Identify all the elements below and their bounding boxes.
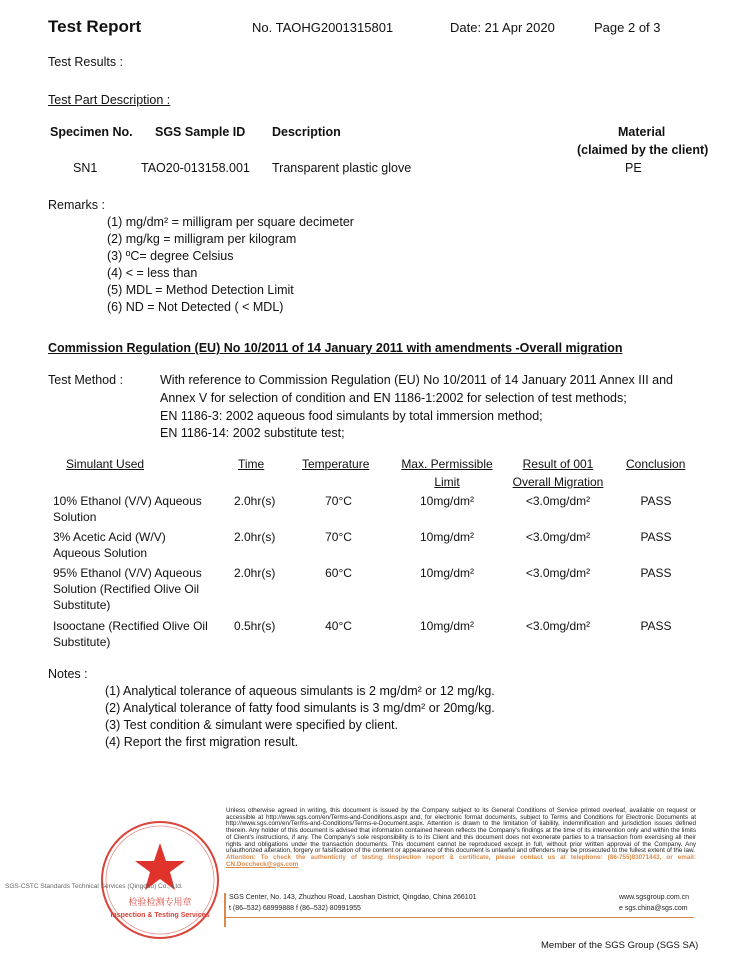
description: Transparent plastic glove <box>272 161 412 175</box>
th-simulant: Simulant Used <box>66 457 145 471</box>
simulant-line: 3% Acetic Acid (W/V) <box>53 530 166 544</box>
cell-result: <3.0mg/dm² <box>525 619 591 633</box>
divider <box>224 893 226 927</box>
cell-simulant <box>53 565 202 613</box>
email-link[interactable]: e sgs.china@sgs.com <box>619 905 688 912</box>
website-link[interactable]: www.sgsgroup.com.cn <box>619 894 690 901</box>
divider <box>224 917 694 918</box>
cell-limit: 10mg/dm² <box>419 619 475 633</box>
sample-id: TAO20-013158.001 <box>141 161 250 175</box>
col-specimen: Specimen No. <box>50 125 133 139</box>
report-number: No. TAOHG2001315801 <box>252 20 394 35</box>
cell-result: <3.0mg/dm² <box>525 530 591 544</box>
report-title: Test Report <box>48 17 142 36</box>
simulant-line: Solution <box>53 510 97 524</box>
sgs-stamp <box>95 815 225 945</box>
test-results-label: Test Results : <box>48 55 124 69</box>
simulant-line: Substitute) <box>53 598 111 612</box>
cell-conclusion: PASS <box>640 494 672 508</box>
cell-limit: 10mg/dm² <box>419 530 475 544</box>
remark-item: (2) mg/kg = milligram per kilogram <box>107 232 297 246</box>
cell-time: 2.0hr(s) <box>234 494 276 508</box>
th-limit: Max. Permissible Limit <box>401 457 493 489</box>
col-sample-id: SGS Sample ID <box>155 125 246 139</box>
test-method-line: EN 1186-14: 2002 substitute test; <box>160 426 345 440</box>
test-part-heading: Test Part Description : <box>48 93 171 107</box>
note-item: (2) Analytical tolerance of fatty food simulants is 3 mg/dm² or 20mg/kg. <box>105 701 495 715</box>
cell-limit: 10mg/dm² <box>419 494 475 508</box>
simulant-line: 95% Ethanol (V/V) Aqueous <box>53 566 202 580</box>
test-method-label: Test Method : <box>48 373 124 387</box>
col-description: Description <box>272 125 341 139</box>
simulant-line: Solution (Rectified Olive Oil <box>53 582 200 596</box>
test-method-line: EN 1186-3: 2002 aqueous food simulants by total immersion method; <box>160 409 543 423</box>
remark-item: (6) ND = Not Detected ( < MDL) <box>107 300 284 314</box>
svg-text:检验检测专用章: 检验检测专用章 <box>128 897 192 907</box>
phone: t (86–532) 68999888 f (86–532) 80991955 <box>229 905 361 912</box>
remark-item: (1) mg/dm² = milligram per square decimeter <box>107 215 354 229</box>
cell-conclusion: PASS <box>640 530 672 544</box>
th-conclusion: Conclusion <box>626 457 686 471</box>
remark-item: (5) MDL = Method Detection Limit <box>107 283 294 297</box>
doccheck-email-link[interactable]: CN.Doccheck@sgs.com <box>226 860 299 868</box>
col-material-note: (claimed by the client) <box>577 143 709 157</box>
cell-limit: 10mg/dm² <box>419 566 475 580</box>
remark-item: (3) ºC= degree Celsius <box>107 249 234 263</box>
cell-temperature: 60°C <box>325 566 352 580</box>
cell-temperature: 40°C <box>325 619 352 633</box>
cell-simulant <box>53 529 166 561</box>
simulant-line: Aqueous Solution <box>53 546 148 560</box>
simulant-line: 10% Ethanol (V/V) Aqueous <box>53 494 202 508</box>
cell-time: 0.5hr(s) <box>234 619 276 633</box>
note-item: (1) Analytical tolerance of aqueous simulants is 2 mg/dm² or 12 mg/kg. <box>105 684 495 698</box>
col-material: Material <box>618 125 666 139</box>
cell-temperature: 70°C <box>325 494 352 508</box>
cell-time: 2.0hr(s) <box>234 530 276 544</box>
cell-simulant <box>53 493 202 525</box>
address: SGS Center, No. 143, Zhuzhou Road, Laoshan District, Qingdao, China 266101 <box>229 894 477 901</box>
th-time: Time <box>238 457 265 471</box>
regulation-heading: Commission Regulation (EU) No 10/2011 of 14 January 2011 with amendments -Overall migration <box>48 341 623 355</box>
simulant-line: Isooctane (Rectified Olive Oil <box>53 619 208 633</box>
th-temperature: Temperature <box>302 457 370 471</box>
page-number: Page 2 of 3 <box>594 20 661 35</box>
simulant-line: Substitute) <box>53 635 111 649</box>
test-method-line: Annex V for selection of condition and EN 1186-1:2002 for selection of test methods; <box>160 391 627 405</box>
disclaimer: Unless otherwise agreed in writing, this document is issued by the Company subject to its General Conditions of Service printed overleaf, available on request or accessible at http://www.sgs.com/en/Terms-and-Conditions.aspx and, for electronic format documents, subject to Terms and Conditions for Electronic Documents at http://www.sgs.com/en/Terms-and-Conditions/Terms-e-Document.aspx. Attention is drawn to the limitation of liability, indemnification and jurisdiction issues defined therein. Any holder of this document is advised that information contained hereon reflects the Company's findings at the time of its intervention only and within the limits of Client's instructions, if any. The Company's sole responsibility is to its Client and this document does not exonerate parties to a transaction from exercising all their rights and obligations under the transaction documents. This document cannot be reproduced except in full, without prior written approval of the Company. Any unauthorized alteration, forgery or falsification of the content or appearance of this document is unlawful and offenders may be prosecuted to the fullest extent of the law. Attention: To check the authenticity of testing /inspection report & certificate, please contact us at telephone: (86-755)83071443, or email: CN.Doccheck@sgs.com <box>226 807 696 868</box>
cell-temperature: 70°C <box>325 530 352 544</box>
company-left: SGS-CSTC Standards Technical Services (Qingdao) Co., Ltd. <box>5 883 183 890</box>
cell-result: <3.0mg/dm² <box>525 566 591 580</box>
note-item: (3) Test condition & simulant were specified by client. <box>105 718 398 732</box>
remark-item: (4) < = less than <box>107 266 198 280</box>
cell-simulant <box>53 618 208 650</box>
report-date: Date: 21 Apr 2020 <box>450 20 555 35</box>
cell-conclusion: PASS <box>640 566 672 580</box>
note-item: (4) Report the first migration result. <box>105 735 299 749</box>
material: PE <box>625 161 642 175</box>
cell-conclusion: PASS <box>640 619 672 633</box>
cell-time: 2.0hr(s) <box>234 566 276 580</box>
remarks-label: Remarks : <box>48 198 105 212</box>
svg-text:Inspection & Testing Services: Inspection & Testing Services <box>110 912 210 919</box>
th-result: Result of 001 Overall Migration <box>512 457 604 489</box>
test-method-line: With reference to Commission Regulation (EU) No 10/2011 of 14 January 2011 Annex III and <box>160 373 674 387</box>
notes-label: Notes : <box>48 667 88 681</box>
member-text: Member of the SGS Group (SGS SA) <box>541 940 699 951</box>
cell-result: <3.0mg/dm² <box>525 494 591 508</box>
specimen-no: SN1 <box>73 161 98 175</box>
